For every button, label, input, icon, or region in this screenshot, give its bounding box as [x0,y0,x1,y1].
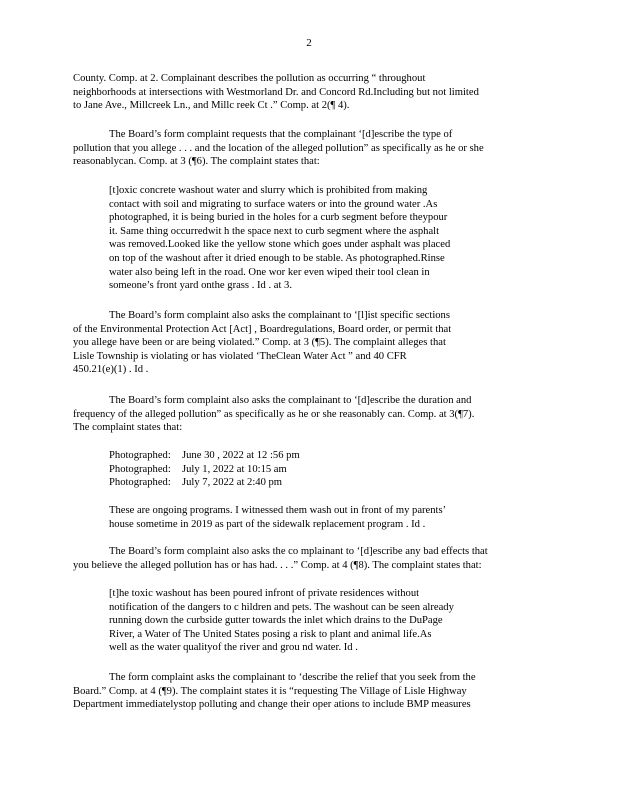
quote-line: well as the water qualityof the river and grou nd water. Id . [109,642,358,654]
text-line: Department immediatelystop polluting and change their oper ations to include BMP measures [73,699,471,711]
quote-line: was removed.Looked like the yellow stone which goes under asphalt was placed [109,239,451,251]
paragraph-bad-effects [73,545,541,572]
text-line: Lisle Township is violating or has violated ‘TheClean Water Act ” and 40 CFR [73,350,407,362]
quote-line: it. Same thing occurredwit h the space next to curb segment where the asphalt [109,225,440,237]
photographed-date: July 7, 2022 at 2:40 pm [182,477,283,489]
quote-line: [t]oxic concrete washout water and slurry which is prohibited from making [109,185,428,196]
text-line: The complaint states that: [73,422,183,434]
quote-line: contact with soil and migrating to surface waters or into the ground water .As [109,198,438,210]
text-line: you allege have been or are being violated.” Comp. at 3 (¶5). The complaint alleges that [73,337,446,349]
block-quote-toxic-washout [109,587,497,655]
page-number: 2 [306,37,312,49]
quote-line: house sometime in 2019 as part of the sidewalk replacement program . Id . [109,518,426,530]
paragraph-duration-frequency [73,394,541,435]
text-line: to Jane Ave., Millcreek Ln., and Millc reek Ct .” Comp. at 2(¶ 4). [73,100,350,112]
text-line: frequency of the alleged pollution” as specifically as he or she reasonably can. Comp. at 3(¶7). [73,408,475,420]
quote-line: [t]he toxic washout has been poured infront of private residences without [109,588,420,599]
quote-line: notification of the dangers to c hildren and pets. The washout can be seen already [109,601,454,613]
quote-line: These are ongoing programs. I witnessed them wash out in front of my parents’ [109,505,447,516]
quote-line: running down the curbside gutter towards the inlet which drains to the DuPage [109,615,443,627]
text-line: County. Comp. at 2. Complainant describes the pollution as occurring “ throughout [73,73,426,84]
text-line: The Board’s form complaint also asks the co mplainant to ‘[d]escribe any bad effects that [109,546,488,557]
block-quote-toxic-concrete [109,184,497,293]
photographed-label: Photographed: [109,463,171,475]
quote-line: photographed, it is being buried in the holes for a curb segment before theypour [109,212,448,224]
text-line: reasonablycan. Comp. at 3 (¶6). The complaint states that: [73,156,320,168]
text-line: of the Environmental Protection Act [Act] , Boardregulations, Board order, or permit that [73,323,452,335]
photographed-entry [109,449,300,463]
text-line: The form complaint asks the complainant to ‘describe the relief that you seek from the [109,672,476,683]
photographed-entry [109,463,300,477]
paragraph-type-of-pollution [73,128,541,169]
text-line: you believe the alleged pollution has or has had. . . .” Comp. at 4 (¶8). The complaint states that: [73,559,482,571]
quote-line: on top of the washout after it dried enough to be stable. As photographed.Rinse [109,252,445,264]
photographed-label: Photographed: [109,477,171,489]
text-line: neighborhoods at intersections with Westmorland Dr. and Concord Rd.Including but not limited [73,86,479,98]
photographed-date: July 1, 2022 at 10:15 am [182,463,287,475]
quote-line: water also being left in the road. One wor ker even wiped their tool clean in [109,266,430,278]
quote-line: someone’s front yard onthe grass . Id . at 3. [109,280,292,292]
photographed-entry [109,476,300,490]
paragraph-list-sections [73,309,541,377]
text-line: 450.21(e)(1) . Id . [73,364,149,376]
paragraph-county [73,72,541,113]
block-quote-ongoing-programs [109,504,497,531]
quote-line: River, a Water of The United States posing a risk to plant and animal life.As [109,628,432,640]
photographed-list [109,449,300,490]
photographed-label: Photographed: [109,450,171,461]
photographed-date: June 30 , 2022 at 12 :56 pm [182,450,300,461]
text-line: pollution that you allege . . . and the location of the alleged pollution” as specifically as he or she [73,142,484,154]
text-line: The Board’s form complaint also asks the complainant to ‘[l]ist specific sections [109,310,450,321]
text-line: Board.” Comp. at 4 (¶9). The complaint states it is “requesting The Village of Lisle Highway [73,685,467,697]
text-line: The Board’s form complaint also asks the complainant to ‘[d]escribe the duration and [109,395,472,406]
text-line: The Board’s form complaint requests that the complainant ‘[d]escribe the type of [109,129,453,140]
paragraph-relief-sought [73,671,541,712]
